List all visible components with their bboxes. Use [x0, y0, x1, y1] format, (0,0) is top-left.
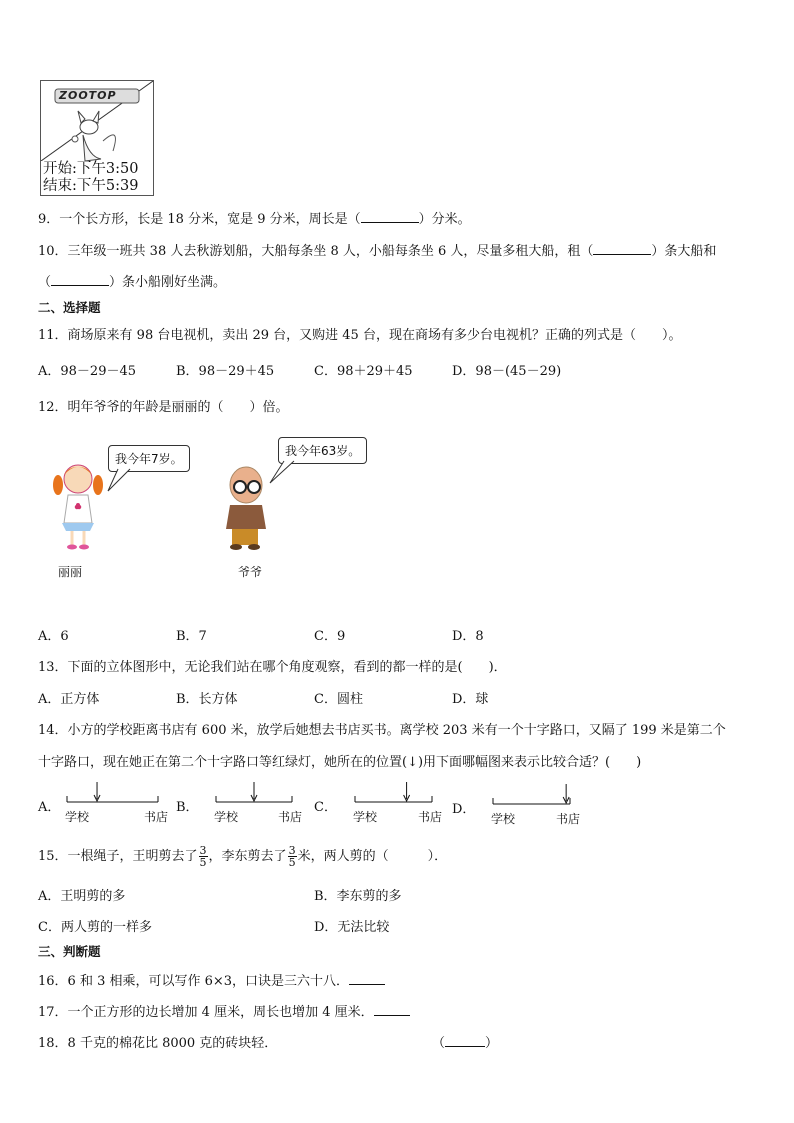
section-choice-heading: 二、选择题 [38, 300, 101, 315]
question-11: 11．商场原来有 98 台电视机，卖出 29 台，又购进 45 台，现在商场有多少台电视机？正确的列式是（ ）。 [38, 328, 682, 343]
option-c[interactable]: C．圆柱 [314, 692, 363, 707]
section-judge-heading: 三、判断题 [38, 944, 101, 959]
answer-blank[interactable] [374, 1003, 410, 1016]
option-a[interactable]: A．98－29－45 [38, 364, 137, 379]
school-label: 学校 [353, 810, 378, 824]
fraction: $\frac{3}{5}$ [199, 844, 207, 869]
answer-blank[interactable] [349, 972, 385, 985]
option-a[interactable]: A．6 [38, 629, 69, 644]
bookstore-label: 书店 [418, 810, 443, 824]
girl-name: 丽丽 [58, 565, 83, 579]
school-label: 学校 [214, 810, 239, 824]
question-14: 14．小方的学校距离书店有 600 米，放学后她想去书店买书。离学校 203 米有一个十字路口，又隔了 199 米是第二个 [38, 723, 726, 738]
girl-speech-bubble: 我今年7岁。 [108, 445, 190, 472]
question-10: 10．三年级一班共 38 人去秋游划船，大船每条坐 8 人，小船每条坐 6 人，尽量多租大船，租（ ）条大船和 [38, 244, 717, 259]
option-b[interactable]: B．98－29＋45 [176, 364, 275, 379]
option-b[interactable]: B．7 [176, 629, 207, 644]
judge-answer[interactable]: （ ） [432, 1036, 499, 1051]
fraction: $\frac{3}{5}$ [288, 844, 296, 869]
option-d[interactable]: D．98－(45－29) [452, 364, 562, 379]
bookstore-label: 书店 [278, 810, 303, 824]
bubble-tail [266, 459, 306, 489]
option-b[interactable]: B． [176, 800, 199, 815]
question-17: 17．一个正方形的边长增加 4 厘米，周长也增加 4 厘米． [38, 1001, 410, 1020]
answer-blank[interactable] [445, 1034, 485, 1047]
option-b[interactable]: B．长方体 [176, 692, 238, 707]
start-time: 开始:下午3:50 [43, 161, 139, 177]
zootopia-picture [40, 80, 154, 196]
option-d[interactable]: D．8 [452, 629, 484, 644]
route-diagram-d [491, 782, 621, 812]
option-c[interactable]: C．9 [314, 629, 346, 644]
bookstore-label: 书店 [144, 810, 169, 824]
question-16: 16．6 和 3 相乘，可以写作 6×3，口诀是三六十八． [38, 970, 385, 989]
answer-blank[interactable] [361, 210, 419, 223]
option-c[interactable]: C．98＋29＋45 [314, 364, 413, 379]
option-c[interactable]: C． [314, 800, 337, 815]
answer-blank[interactable] [51, 273, 109, 286]
question-9: 9．一个长方形，长是 18 分米，宽是 9 分米，周长是（ ）分米。 [38, 212, 471, 227]
question-15: 15．一根绳子，王明剪去了 $\frac{3}{5}$ ，李东剪去了 $\frac{3}{5}$ 米，两人剪的（ ）． [38, 844, 448, 869]
grandpa-name: 爷爷 [238, 565, 263, 579]
option-c[interactable]: C．两人剪的一样多 [38, 920, 152, 935]
question-18: 18．8 千克的棉花比 8000 克的砖块轻． [38, 1036, 278, 1051]
option-d[interactable]: D． [452, 802, 476, 817]
option-a[interactable]: A．正方体 [38, 692, 100, 707]
question-14-line2: 十字路口，现在她正在第二个十字路口等红绿灯，她所在的位置(↓)用下面哪幅图来表示比较合适？( ) [38, 755, 642, 770]
option-d[interactable]: D．球 [452, 692, 489, 707]
school-label: 学校 [65, 810, 90, 824]
school-label: 学校 [491, 812, 516, 826]
zootopia-logo: ZOOTOP [59, 89, 117, 102]
girl-illustration [48, 457, 108, 557]
question-12: 12．明年爷爷的年龄是丽丽的（ ）倍。 [38, 400, 289, 415]
question-10-line2: （ ）条小船刚好坐满。 [38, 275, 227, 290]
option-d[interactable]: D．无法比较 [314, 920, 390, 935]
grandpa-speech-bubble: 我今年63岁。 [278, 437, 367, 464]
answer-blank[interactable] [593, 242, 651, 255]
option-a[interactable]: A．王明剪的多 [38, 889, 126, 904]
question-13: 13．下面的立体图形中，无论我们站在哪个角度观察，看到的都一样的是( )． [38, 660, 507, 675]
option-b[interactable]: B．李东剪的多 [314, 889, 402, 904]
age-picture [40, 425, 380, 585]
bubble-tail [102, 467, 142, 497]
end-time: 结束:下午5:39 [43, 178, 139, 194]
bookstore-label: 书店 [556, 812, 581, 826]
option-a[interactable]: A． [38, 800, 61, 815]
